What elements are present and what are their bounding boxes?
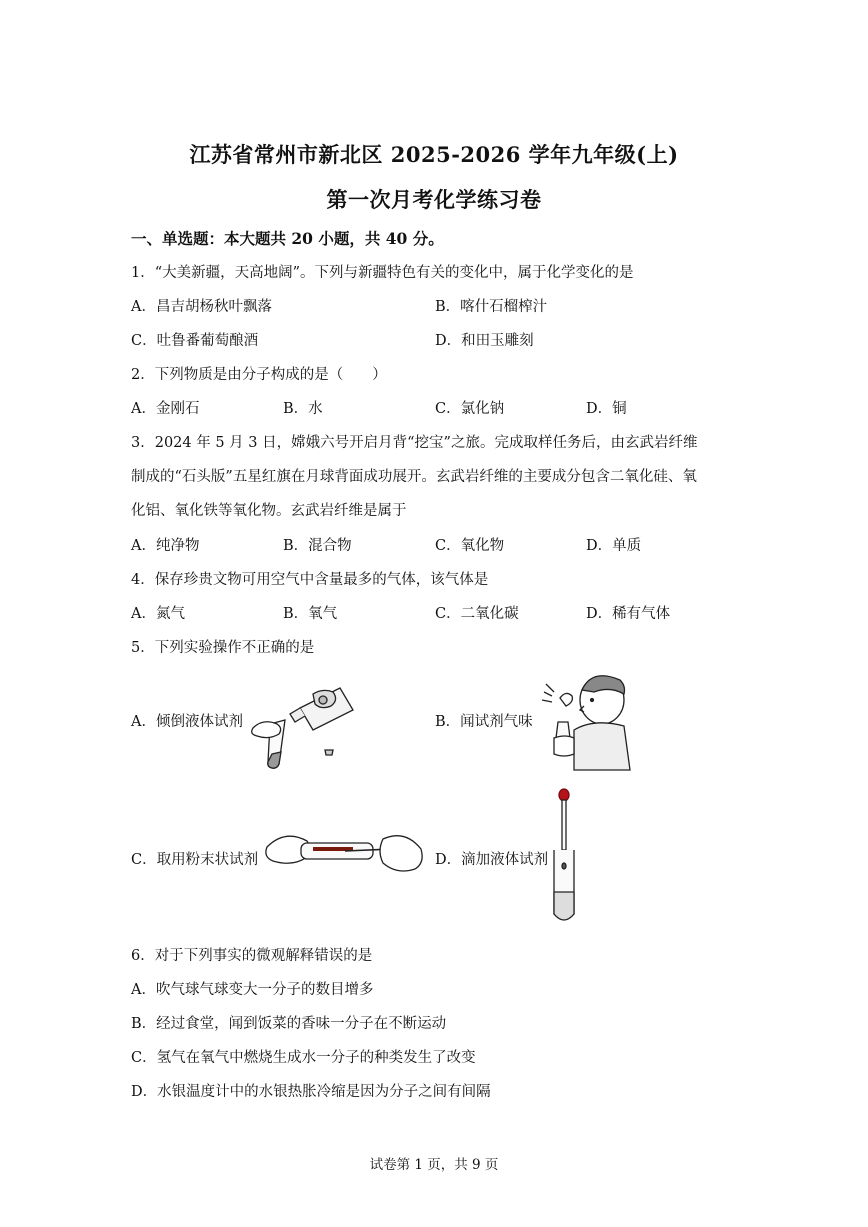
section-heading: 一、单选题：本大题共 20 小题，共 40 分。 — [131, 229, 444, 248]
dropper-illustration — [550, 788, 580, 923]
question-3-option-d: D．单质 — [586, 538, 642, 554]
question-6-stem: 6．对于下列事实的微观解释错误的是 — [131, 948, 373, 964]
question-6-option-c: C．氢气在氧气中燃烧生成水一分子的种类发生了改变 — [131, 1050, 476, 1066]
question-1-stem: 1．“大美新疆，天高地阔”。下列与新疆特色有关的变化中，属于化学变化的是 — [131, 265, 634, 281]
question-1-option-b: B．喀什石榴榨汁 — [435, 299, 548, 315]
page-footer: 试卷第 1 页，共 9 页 — [369, 1157, 499, 1173]
question-2-option-d: D．铜 — [586, 401, 627, 417]
pour-liquid-illustration — [245, 680, 360, 770]
question-6-option-d: D．水银温度计中的水银热胀冷缩是因为分子之间有间隔 — [131, 1084, 491, 1100]
question-3-option-c: C．氧化物 — [435, 538, 505, 554]
question-6-option-a: A．吹气球气球变大一分子的数目增多 — [131, 982, 374, 998]
question-1-option-a: A．昌吉胡杨秋叶飘落 — [131, 299, 272, 315]
question-4-option-c: C．二氧化碳 — [435, 606, 519, 622]
question-1-option-c: C．吐鲁番葡萄酿酒 — [131, 333, 259, 349]
question-3-stem-line2: 制成的“石头版”五星红旗在月球背面成功展开。玄武岩纤维的主要成分包含二氧化硅、氧 — [131, 469, 697, 485]
question-6-option-b: B．经过食堂，闻到饭菜的香味一分子在不断运动 — [131, 1016, 447, 1032]
question-3-stem-line1: 3．2024 年 5 月 3 日，嫦娥六号开启月背“挖宝”之旅。完成取样任务后，由玄武岩纤维 — [131, 435, 698, 451]
question-5-stem: 5．下列实验操作不正确的是 — [131, 640, 315, 656]
question-2-option-a: A．金刚石 — [131, 401, 200, 417]
question-2-stem: 2．下列物质是由分子构成的是（ ） — [131, 367, 387, 383]
question-2-option-c: C．氯化钠 — [435, 401, 505, 417]
question-5-option-c: C．取用粉末状试剂 — [131, 852, 259, 868]
question-3-option-a: A．纯净物 — [131, 538, 200, 554]
question-5-option-a: A．倾倒液体试剂 — [131, 714, 243, 730]
question-1-option-d: D．和田玉雕刻 — [435, 333, 534, 349]
exam-title-line1: 江苏省常州市新北区 2025-2026 学年九年级(上) — [189, 142, 679, 167]
question-3-stem-line3: 化铝、氧化铁等氧化物。玄武岩纤维是属于 — [131, 503, 407, 519]
question-4-stem: 4．保存珍贵文物可用空气中含量最多的气体，该气体是 — [131, 572, 489, 588]
question-4-option-b: B．氧气 — [283, 606, 338, 622]
question-5-option-d: D．滴加液体试剂 — [435, 852, 549, 868]
exam-title-line2: 第一次月考化学练习卷 — [326, 187, 542, 212]
question-5-option-b: B．闻试剂气味 — [435, 714, 533, 730]
question-3-option-b: B．混合物 — [283, 538, 352, 554]
question-2-option-b: B．水 — [283, 401, 323, 417]
question-4-option-d: D．稀有气体 — [586, 606, 671, 622]
question-4-option-a: A．氮气 — [131, 606, 185, 622]
powder-reagent-illustration — [265, 825, 425, 880]
smell-reagent-illustration — [540, 670, 635, 770]
